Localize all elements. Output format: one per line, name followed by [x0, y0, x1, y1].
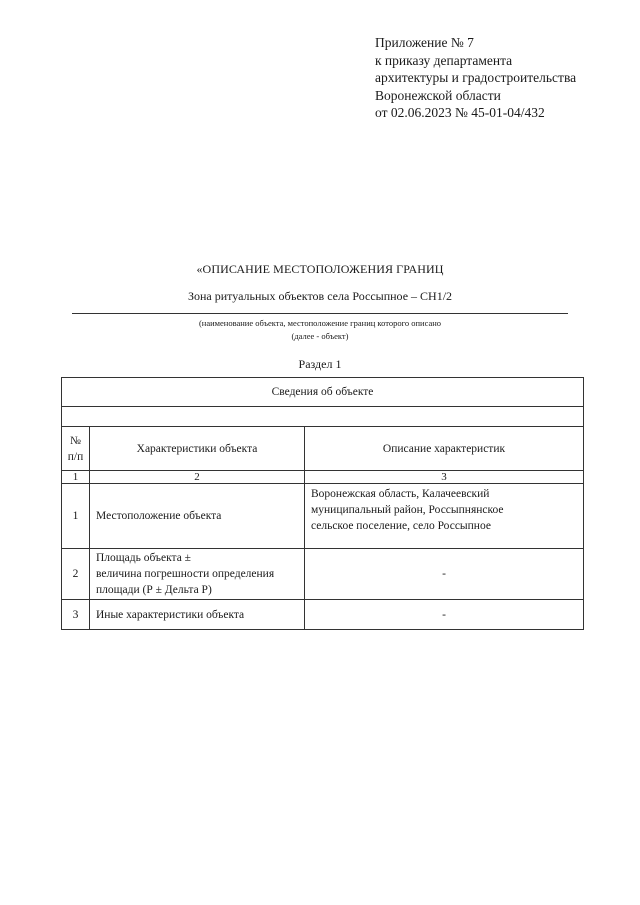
note-line: (наименование объекта, местоположение границ которого описано — [198, 318, 442, 328]
col-desc-header: Описание характеристик — [305, 427, 584, 471]
empty-cell — [62, 407, 584, 427]
object-name-underline — [72, 313, 568, 314]
table-empty-row — [62, 407, 584, 427]
desc-line: Воронежская область, Калачеевский — [311, 488, 490, 500]
appendix-line: Приложение № 7 — [375, 35, 474, 50]
row-char: Иные характеристики объекта — [90, 600, 305, 630]
object-info-table — [61, 377, 584, 630]
table-header: Сведения об объекте — [62, 378, 584, 407]
appendix-line: от 02.06.2023 № 45-01-04/432 — [375, 105, 545, 120]
appendix-line: к приказу департамента — [375, 52, 513, 68]
column-header-row — [62, 427, 584, 471]
index-cell: 2 — [90, 471, 305, 484]
index-cell: 1 — [62, 471, 90, 484]
char-line: Площадь объекта ± — [96, 552, 191, 564]
object-name-note — [60, 317, 580, 343]
table-row — [62, 484, 584, 549]
table-row — [62, 600, 584, 630]
row-desc: - — [305, 549, 584, 600]
row-desc — [305, 484, 584, 549]
appendix-block — [375, 34, 637, 122]
index-cell: 3 — [305, 471, 584, 484]
char-line: величина погрешности определения — [96, 568, 275, 580]
appendix-line: архитектуры и градостроительства — [375, 70, 577, 85]
table-row — [62, 549, 584, 600]
document-title: «ОПИСАНИЕ МЕСТОПОЛОЖЕНИЯ ГРАНИЦ — [196, 262, 444, 276]
col-char-header: Характеристики объекта — [90, 427, 305, 471]
row-desc: - — [305, 600, 584, 630]
column-index-row — [62, 471, 584, 484]
row-char — [90, 549, 305, 600]
desc-line: муниципальный район, Россыпнянское — [311, 504, 504, 516]
row-num: 3 — [62, 600, 90, 630]
table-header-row — [62, 378, 584, 407]
row-num: 1 — [62, 484, 90, 549]
row-num: 2 — [62, 549, 90, 600]
char-line: площади (Р ± Дельта Р) — [96, 584, 212, 596]
section-title: Раздел 1 — [298, 357, 342, 371]
col-num-label: п/п — [67, 450, 84, 463]
desc-line: сельское поселение, село Россыпное — [311, 520, 491, 532]
object-name: Зона ритуальных объектов села Россыпное – СН1/2 — [187, 289, 453, 303]
col-num-label: № — [70, 434, 81, 447]
row-char: Местоположение объекта — [90, 484, 305, 549]
appendix-line: Воронежской области — [375, 87, 501, 103]
col-num-header — [62, 427, 90, 471]
note-line: (далее - объект) — [291, 331, 349, 341]
